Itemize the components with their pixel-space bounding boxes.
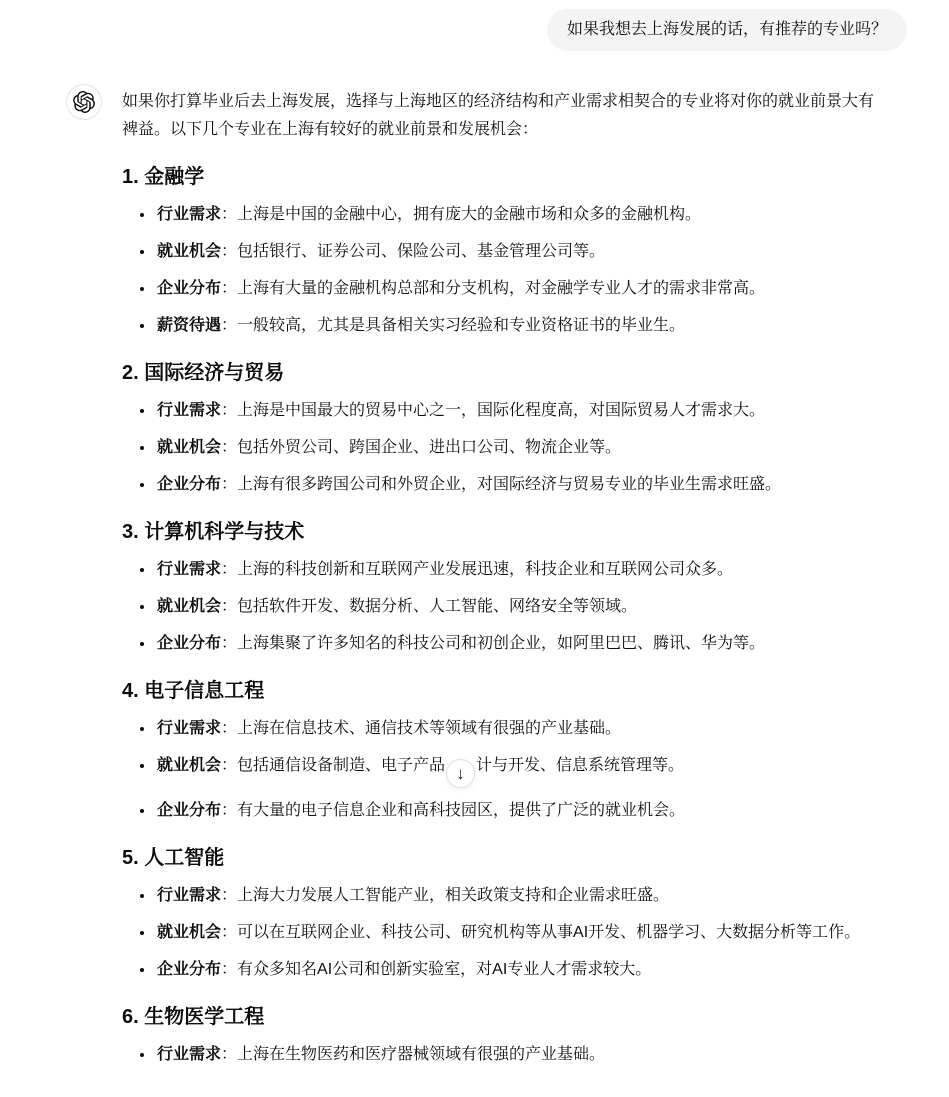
list-item: [155, 919, 879, 947]
bullet-text: 上海在信息技术、通信技术等领域有很强的产业基础。: [237, 720, 622, 737]
list-item: [155, 593, 879, 621]
bullet-colon: ：: [221, 243, 238, 260]
bullet-label: 企业分布: [157, 802, 222, 819]
bullet-list: [122, 882, 879, 984]
bullet-text: 上海有大量的金融机构总部和分支机构，对金融学专业人才的需求非常高。: [237, 280, 766, 297]
bullet-colon: ：: [221, 802, 238, 819]
bullet-colon: ：: [221, 561, 238, 578]
bullet-list: [122, 715, 879, 825]
bullet-text: 上海的科技创新和互联网产业发展迅速，科技企业和互联网公司众多。: [237, 561, 734, 578]
bullet-text: 可以在互联网企业、科技公司、研究机构等从事AI开发、机器学习、大数据分析等工作。: [237, 924, 861, 941]
bullet-text: 上海是中国的金融中心，拥有庞大的金融市场和众多的金融机构。: [237, 206, 702, 223]
bullet-list: [122, 397, 879, 499]
list-item: [155, 434, 879, 462]
list-item: [155, 201, 879, 229]
bullet-label: 行业需求: [157, 206, 222, 223]
bullet-label: 企业分布: [157, 280, 222, 297]
bullet-colon: ：: [221, 720, 238, 737]
bullet-label: 就业机会: [157, 598, 222, 615]
bullet-colon: ：: [221, 476, 238, 493]
bullet-list: [122, 1041, 879, 1069]
bullet-label: 行业需求: [157, 1046, 222, 1063]
list-item: [155, 715, 879, 743]
bullet-text: 上海大力发展人工智能产业，相关政策支持和企业需求旺盛。: [237, 887, 670, 904]
section-heading: 3. 计算机科学与技术: [122, 521, 305, 543]
bullet-text: 包括软件开发、数据分析、人工智能、网络安全等领域。: [237, 598, 638, 615]
bullet-label: 行业需求: [157, 887, 222, 904]
bullet-colon: ：: [221, 317, 238, 334]
bullet-colon: ：: [221, 924, 238, 941]
bullet-label: 企业分布: [157, 476, 222, 493]
bullet-colon: ：: [221, 635, 238, 652]
section-heading: 6. 生物医学工程: [122, 1006, 265, 1028]
openai-logo-icon: [73, 91, 95, 113]
bullet-label: 就业机会: [157, 757, 222, 774]
bullet-label: 就业机会: [157, 243, 222, 260]
bullet-colon: ：: [221, 280, 238, 297]
list-item: [155, 956, 879, 984]
user-message-row: [0, 0, 949, 51]
assistant-avatar: [66, 84, 102, 120]
list-item: [155, 1041, 879, 1069]
list-item: [155, 630, 879, 658]
bullet-text: 有众多知名AI公司和创新实验室，对AI专业人才需求较大。: [237, 961, 652, 978]
bullet-list: [122, 556, 879, 658]
user-message-bubble: 如果我想去上海发展的话，有推荐的专业吗？: [547, 9, 907, 51]
bullet-label: 就业机会: [157, 924, 222, 941]
bullet-colon: ：: [221, 439, 238, 456]
bullet-label: 就业机会: [157, 439, 222, 456]
bullet-text: 计与开发、信息系统管理等。: [476, 757, 685, 774]
section-heading: 4. 电子信息工程: [122, 680, 265, 702]
bullet-list: [122, 201, 879, 340]
arrow-down-icon: ↓: [456, 764, 465, 783]
list-item: [155, 752, 879, 788]
bullet-text: 包括银行、证券公司、保险公司、基金管理公司等。: [237, 243, 606, 260]
bullet-text: 上海集聚了许多知名的科技公司和初创企业，如阿里巴巴、腾讯、华为等。: [237, 635, 766, 652]
list-item: [155, 797, 879, 825]
list-item: [155, 471, 879, 499]
bullet-colon: ：: [221, 1046, 238, 1063]
assistant-message-content: [122, 84, 879, 1078]
list-item: [155, 312, 879, 340]
intro-paragraph: 如果你打算毕业后去上海发展，选择与上海地区的经济结构和产业需求相契合的专业将对你的就业前景大有裨益。以下几个专业在上海有较好的就业前景和发展机会：: [122, 93, 875, 138]
section-heading: 1. 金融学: [122, 166, 205, 188]
bullet-label: 行业需求: [157, 561, 222, 578]
bullet-colon: ：: [221, 887, 238, 904]
list-item: [155, 238, 879, 266]
bullet-label: 行业需求: [157, 402, 222, 419]
bullet-text: 包括通信设备制造、电子产品: [237, 757, 446, 774]
bullet-text: 上海有很多跨国公司和外贸企业，对国际经济与贸易专业的毕业生需求旺盛。: [237, 476, 782, 493]
bullet-colon: ：: [221, 757, 238, 774]
bullet-label: 薪资待遇: [157, 317, 222, 334]
bullet-label: 企业分布: [157, 961, 222, 978]
bullet-label: 企业分布: [157, 635, 222, 652]
bullet-text: 上海在生物医药和医疗器械领域有很强的产业基础。: [237, 1046, 606, 1063]
bullet-colon: ：: [221, 402, 238, 419]
bullet-colon: ：: [221, 206, 238, 223]
bullet-text: 上海是中国最大的贸易中心之一，国际化程度高，对国际贸易人才需求大。: [237, 402, 766, 419]
scroll-to-bottom-button[interactable]: [446, 759, 475, 788]
bullet-colon: ：: [221, 598, 238, 615]
list-item: [155, 397, 879, 425]
assistant-message-row: [0, 84, 949, 1078]
bullet-colon: ：: [221, 961, 238, 978]
bullet-text: 一般较高，尤其是具备相关实习经验和专业资格证书的毕业生。: [237, 317, 686, 334]
bullet-text: 包括外贸公司、跨国企业、进出口公司、物流企业等。: [237, 439, 622, 456]
list-item: [155, 882, 879, 910]
section-heading: 5. 人工智能: [122, 847, 225, 869]
section-heading: 2. 国际经济与贸易: [122, 362, 285, 384]
list-item: [155, 556, 879, 584]
list-item: [155, 275, 879, 303]
bullet-text: 有大量的电子信息企业和高科技园区，提供了广泛的就业机会。: [237, 802, 686, 819]
bullet-label: 行业需求: [157, 720, 222, 737]
